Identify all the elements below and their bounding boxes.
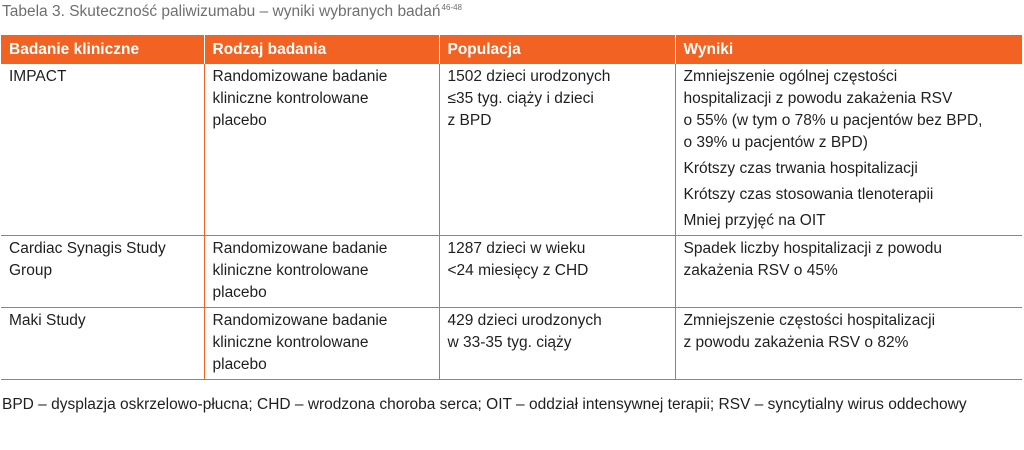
population-cell (439, 64, 675, 236)
caption-references: 46-48 (441, 3, 463, 12)
result-line: o 39% u pacjentów z BPD) (683, 134, 868, 151)
study-cell (1, 64, 204, 236)
table-row (1, 308, 1022, 380)
study-name: Group (9, 262, 53, 279)
population-cell (439, 236, 675, 308)
caption-text: Tabela 3. Skuteczność paliwizumabu – wyniki wybranych badań (2, 3, 441, 20)
column-header-results: Wyniki (675, 35, 1022, 64)
study-cell (1, 236, 204, 308)
population-line: z BPD (447, 112, 492, 129)
column-header-study-type: Rodzaj badania (204, 35, 439, 64)
results-cell (675, 308, 1022, 380)
study-type-line: kliniczne kontrolowane (212, 262, 369, 279)
study-type-cell (204, 236, 439, 308)
result-line: Zmniejszenie częstości hospitalizacji (683, 312, 936, 329)
table-header-row (1, 35, 1022, 64)
population-line: 1502 dzieci urodzonych (447, 68, 611, 85)
study-type-line: kliniczne kontrolowane (212, 334, 369, 351)
table-caption (2, 3, 462, 21)
study-name: Cardiac Synagis Study (9, 240, 166, 257)
efficacy-table (1, 35, 1022, 380)
result-item (684, 184, 1015, 206)
study-type-cell (204, 64, 439, 236)
study-name: IMPACT (9, 68, 67, 85)
population-line: w 33-35 tyg. ciąży (447, 334, 572, 351)
column-header-population: Populacja (439, 35, 675, 64)
result-line: Zmniejszenie ogólnej częstości (683, 68, 898, 85)
study-type-line: Randomizowane badanie (212, 68, 388, 85)
population-line: ≤35 tyg. ciąży i dzieci (447, 90, 594, 107)
results-cell (675, 64, 1022, 236)
column-header-study: Badanie kliniczne (1, 35, 204, 64)
study-name: Maki Study (9, 312, 86, 329)
result-line: Krótszy czas trwania hospitalizacji (683, 160, 918, 177)
result-item (684, 66, 1015, 154)
study-type-cell (204, 308, 439, 380)
population-line: 429 dzieci urodzonych (447, 312, 602, 329)
result-item (684, 210, 1015, 232)
result-line: o 55% (w tym o 78% u pacjentów bez BPD, (683, 112, 983, 129)
results-cell (675, 236, 1022, 308)
population-line: 1287 dzieci w wieku (447, 240, 586, 257)
study-type-line: placebo (212, 284, 267, 301)
study-type-line: placebo (212, 112, 267, 129)
table-footnote: BPD – dysplazja oskrzelowo-płucna; CHD – wrodzona choroba serca; OIT – oddział intensywnej terapii; RSV – syncytialny wirus oddechowy (2, 396, 967, 413)
population-line: <24 miesięcy z CHD (447, 262, 589, 279)
result-item (684, 158, 1015, 180)
result-line: z powodu zakażenia RSV o 82% (683, 334, 909, 351)
study-type-line: kliniczne kontrolowane (212, 90, 369, 107)
table-row (1, 64, 1022, 236)
result-item (684, 310, 1015, 354)
result-line: Spadek liczby hospitalizacji z powodu (683, 240, 942, 257)
result-line: Krótszy czas stosowania tlenoterapii (683, 186, 934, 203)
population-cell (439, 308, 675, 380)
study-type-line: Randomizowane badanie (212, 240, 388, 257)
result-item (684, 238, 1015, 282)
study-type-line: Randomizowane badanie (212, 312, 388, 329)
study-cell (1, 308, 204, 380)
result-line: hospitalizacji z powodu zakażenia RSV (683, 90, 953, 107)
table-row (1, 236, 1022, 308)
study-type-line: placebo (212, 356, 267, 373)
result-line: zakażenia RSV o 45% (683, 262, 838, 279)
result-line: Mniej przyjęć na OIT (683, 212, 826, 229)
